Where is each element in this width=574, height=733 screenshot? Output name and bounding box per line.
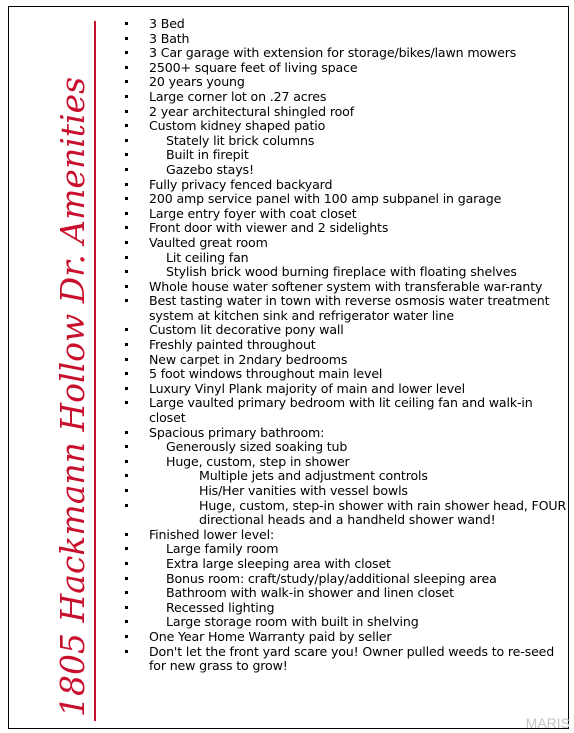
bullet-icon xyxy=(125,270,128,273)
amenity-text: Lit ceiling fan xyxy=(166,249,249,265)
amenity-text: Best tasting water in town with reverse osmosis water treatment system at kitchen sink and refrigerator water line xyxy=(149,293,550,323)
bullet-icon xyxy=(125,504,128,507)
amenity-item xyxy=(127,323,567,338)
amenity-item xyxy=(127,46,567,61)
amenity-item xyxy=(127,236,567,251)
amenity-item xyxy=(127,382,567,397)
amenity-text: Multiple jets and adjustment controls xyxy=(199,468,428,484)
amenity-text: Luxury Vinyl Plank majority of main and lower level xyxy=(149,380,466,396)
amenity-text: 3 Car garage with extension for storage/bikes/lawn mowers xyxy=(149,45,517,61)
amenity-item xyxy=(127,542,567,557)
amenity-item xyxy=(127,148,567,163)
amenity-text: 5 foot windows throughout main level xyxy=(149,366,383,382)
bullet-icon xyxy=(125,401,128,404)
amenity-text: Recessed lighting xyxy=(166,599,275,615)
bullet-icon xyxy=(125,343,128,346)
amenity-item xyxy=(127,90,567,105)
bullet-icon xyxy=(125,168,128,171)
bullet-icon xyxy=(125,577,128,580)
amenity-item xyxy=(127,484,567,499)
amenity-text: Spacious primary bathroom: xyxy=(149,424,325,440)
amenity-item xyxy=(127,75,567,90)
bullet-icon xyxy=(125,153,128,156)
bullet-icon xyxy=(125,299,128,302)
amenity-text: Large vaulted primary bedroom with lit ceiling fan and walk-in closet xyxy=(149,395,533,426)
amenity-item xyxy=(127,207,567,222)
bullet-icon xyxy=(125,650,128,653)
bullet-icon xyxy=(125,533,128,536)
amenity-item xyxy=(127,32,567,47)
amenity-text: Large entry foyer with coat closet xyxy=(149,205,357,221)
bullet-icon xyxy=(125,606,128,609)
amenity-item xyxy=(127,586,567,601)
amenity-text: Gazebo stays! xyxy=(166,161,254,177)
amenity-item xyxy=(127,119,567,134)
bullet-icon xyxy=(125,562,128,565)
amenity-text: Fully privacy fenced backyard xyxy=(149,176,333,192)
amenity-item xyxy=(127,338,567,353)
bullet-icon xyxy=(125,285,128,288)
title-divider-rule xyxy=(94,21,96,721)
amenity-text: Stately lit brick columns xyxy=(166,132,315,148)
bullet-icon xyxy=(125,256,128,259)
amenity-text: Generously sized soaking tub xyxy=(166,439,348,455)
amenity-item xyxy=(127,440,567,455)
amenity-text: 200 amp service panel with 100 amp subpanel in garage xyxy=(149,191,502,207)
bullet-icon xyxy=(125,635,128,638)
bullet-icon xyxy=(125,460,128,463)
amenity-text: Custom lit decorative pony wall xyxy=(149,322,344,338)
amenity-item xyxy=(127,645,567,674)
bullet-icon xyxy=(125,358,128,361)
amenity-text: 2 year architectural shingled roof xyxy=(149,103,354,119)
amenity-item xyxy=(127,105,567,120)
bullet-icon xyxy=(125,226,128,229)
amenity-text: New carpet in 2ndary bedrooms xyxy=(149,351,348,367)
amenity-item xyxy=(127,367,567,382)
bullet-icon xyxy=(125,183,128,186)
bullet-icon xyxy=(125,474,128,477)
amenity-item xyxy=(127,630,567,645)
amenity-item xyxy=(127,294,567,323)
amenity-text: His/Her vanities with vessel bowls xyxy=(199,483,408,498)
amenity-item xyxy=(127,615,567,630)
bullet-icon xyxy=(125,445,128,448)
amenity-item xyxy=(127,192,567,207)
amenity-item xyxy=(127,61,567,76)
amenity-text: Bonus room: craft/study/play/additional sleeping area xyxy=(166,570,497,586)
amenity-text: Bathroom with walk-in shower and linen closet xyxy=(166,585,454,601)
bullet-icon xyxy=(125,22,128,25)
amenity-text: Freshly painted throughout xyxy=(149,337,316,353)
bullet-icon xyxy=(125,124,128,127)
amenity-text: 3 Bed xyxy=(149,16,185,31)
amenity-item xyxy=(127,396,567,425)
amenities-flyer xyxy=(8,6,569,729)
amenity-text: Large storage room with built in shelving xyxy=(166,614,419,630)
amenity-text: Front door with viewer and 2 sidelights xyxy=(149,220,389,236)
amenity-text: 2500+ square feet of living space xyxy=(149,59,358,75)
bullet-icon xyxy=(125,66,128,69)
amenity-text: Extra large sleeping area with closet xyxy=(166,555,391,571)
amenity-text: Don't let the front yard scare you! Owner pulled weeds to re-seed for new grass to grow! xyxy=(149,643,555,674)
amenity-item xyxy=(127,280,567,295)
amenity-text: Huge, custom, step-in shower with rain shower head, FOUR directional heads and a handheld shower wand! xyxy=(199,497,567,528)
amenity-text: Custom kidney shaped patio xyxy=(149,118,326,134)
amenity-text: Stylish brick wood burning fireplace with floating shelves xyxy=(166,264,517,280)
amenity-text: One Year Home Warranty paid by seller xyxy=(149,628,392,644)
amenity-item xyxy=(127,265,567,280)
property-title: 1805 Hackmann Hollow Dr. Amenities xyxy=(53,76,92,717)
amenity-text: Vaulted great room xyxy=(149,234,268,250)
bullet-icon xyxy=(125,80,128,83)
amenity-item xyxy=(127,163,567,178)
amenity-item xyxy=(127,469,567,484)
amenity-item xyxy=(127,455,567,470)
bullet-icon xyxy=(125,431,128,434)
amenity-text: Finished lower level: xyxy=(149,526,275,542)
amenity-item xyxy=(127,353,567,368)
bullet-icon xyxy=(125,51,128,54)
bullet-icon xyxy=(125,387,128,390)
bullet-icon xyxy=(125,620,128,623)
amenity-text: Whole house water softener system with transferable war-ranty xyxy=(149,278,543,294)
amenity-text: 20 years young xyxy=(149,74,245,90)
bullet-icon xyxy=(125,139,128,142)
bullet-icon xyxy=(125,212,128,215)
bullet-icon xyxy=(125,95,128,98)
amenity-text: Large family room xyxy=(166,541,279,557)
bullet-icon xyxy=(125,37,128,40)
bullet-icon xyxy=(125,197,128,200)
amenity-item xyxy=(127,528,567,543)
amenity-item xyxy=(127,178,567,193)
amenity-item xyxy=(127,17,567,32)
bullet-icon xyxy=(125,372,128,375)
bullet-icon xyxy=(125,110,128,113)
bullet-icon xyxy=(125,591,128,594)
bullet-icon xyxy=(125,547,128,550)
maris-watermark: MARIS xyxy=(525,715,570,731)
amenity-text: Built in firepit xyxy=(166,147,249,163)
amenity-item xyxy=(127,251,567,266)
amenity-item xyxy=(127,601,567,616)
amenity-text: Large corner lot on .27 acres xyxy=(149,88,327,104)
amenity-item xyxy=(127,221,567,236)
amenity-text: 3 Bath xyxy=(149,30,190,46)
amenity-item xyxy=(127,499,567,528)
amenity-item xyxy=(127,134,567,149)
amenity-item xyxy=(127,557,567,572)
bullet-icon xyxy=(125,241,128,244)
amenities-list xyxy=(127,17,567,674)
amenity-item xyxy=(127,426,567,441)
amenity-item xyxy=(127,572,567,587)
bullet-icon xyxy=(125,328,128,331)
bullet-icon xyxy=(125,489,128,492)
amenity-text: Huge, custom, step in shower xyxy=(166,453,350,469)
